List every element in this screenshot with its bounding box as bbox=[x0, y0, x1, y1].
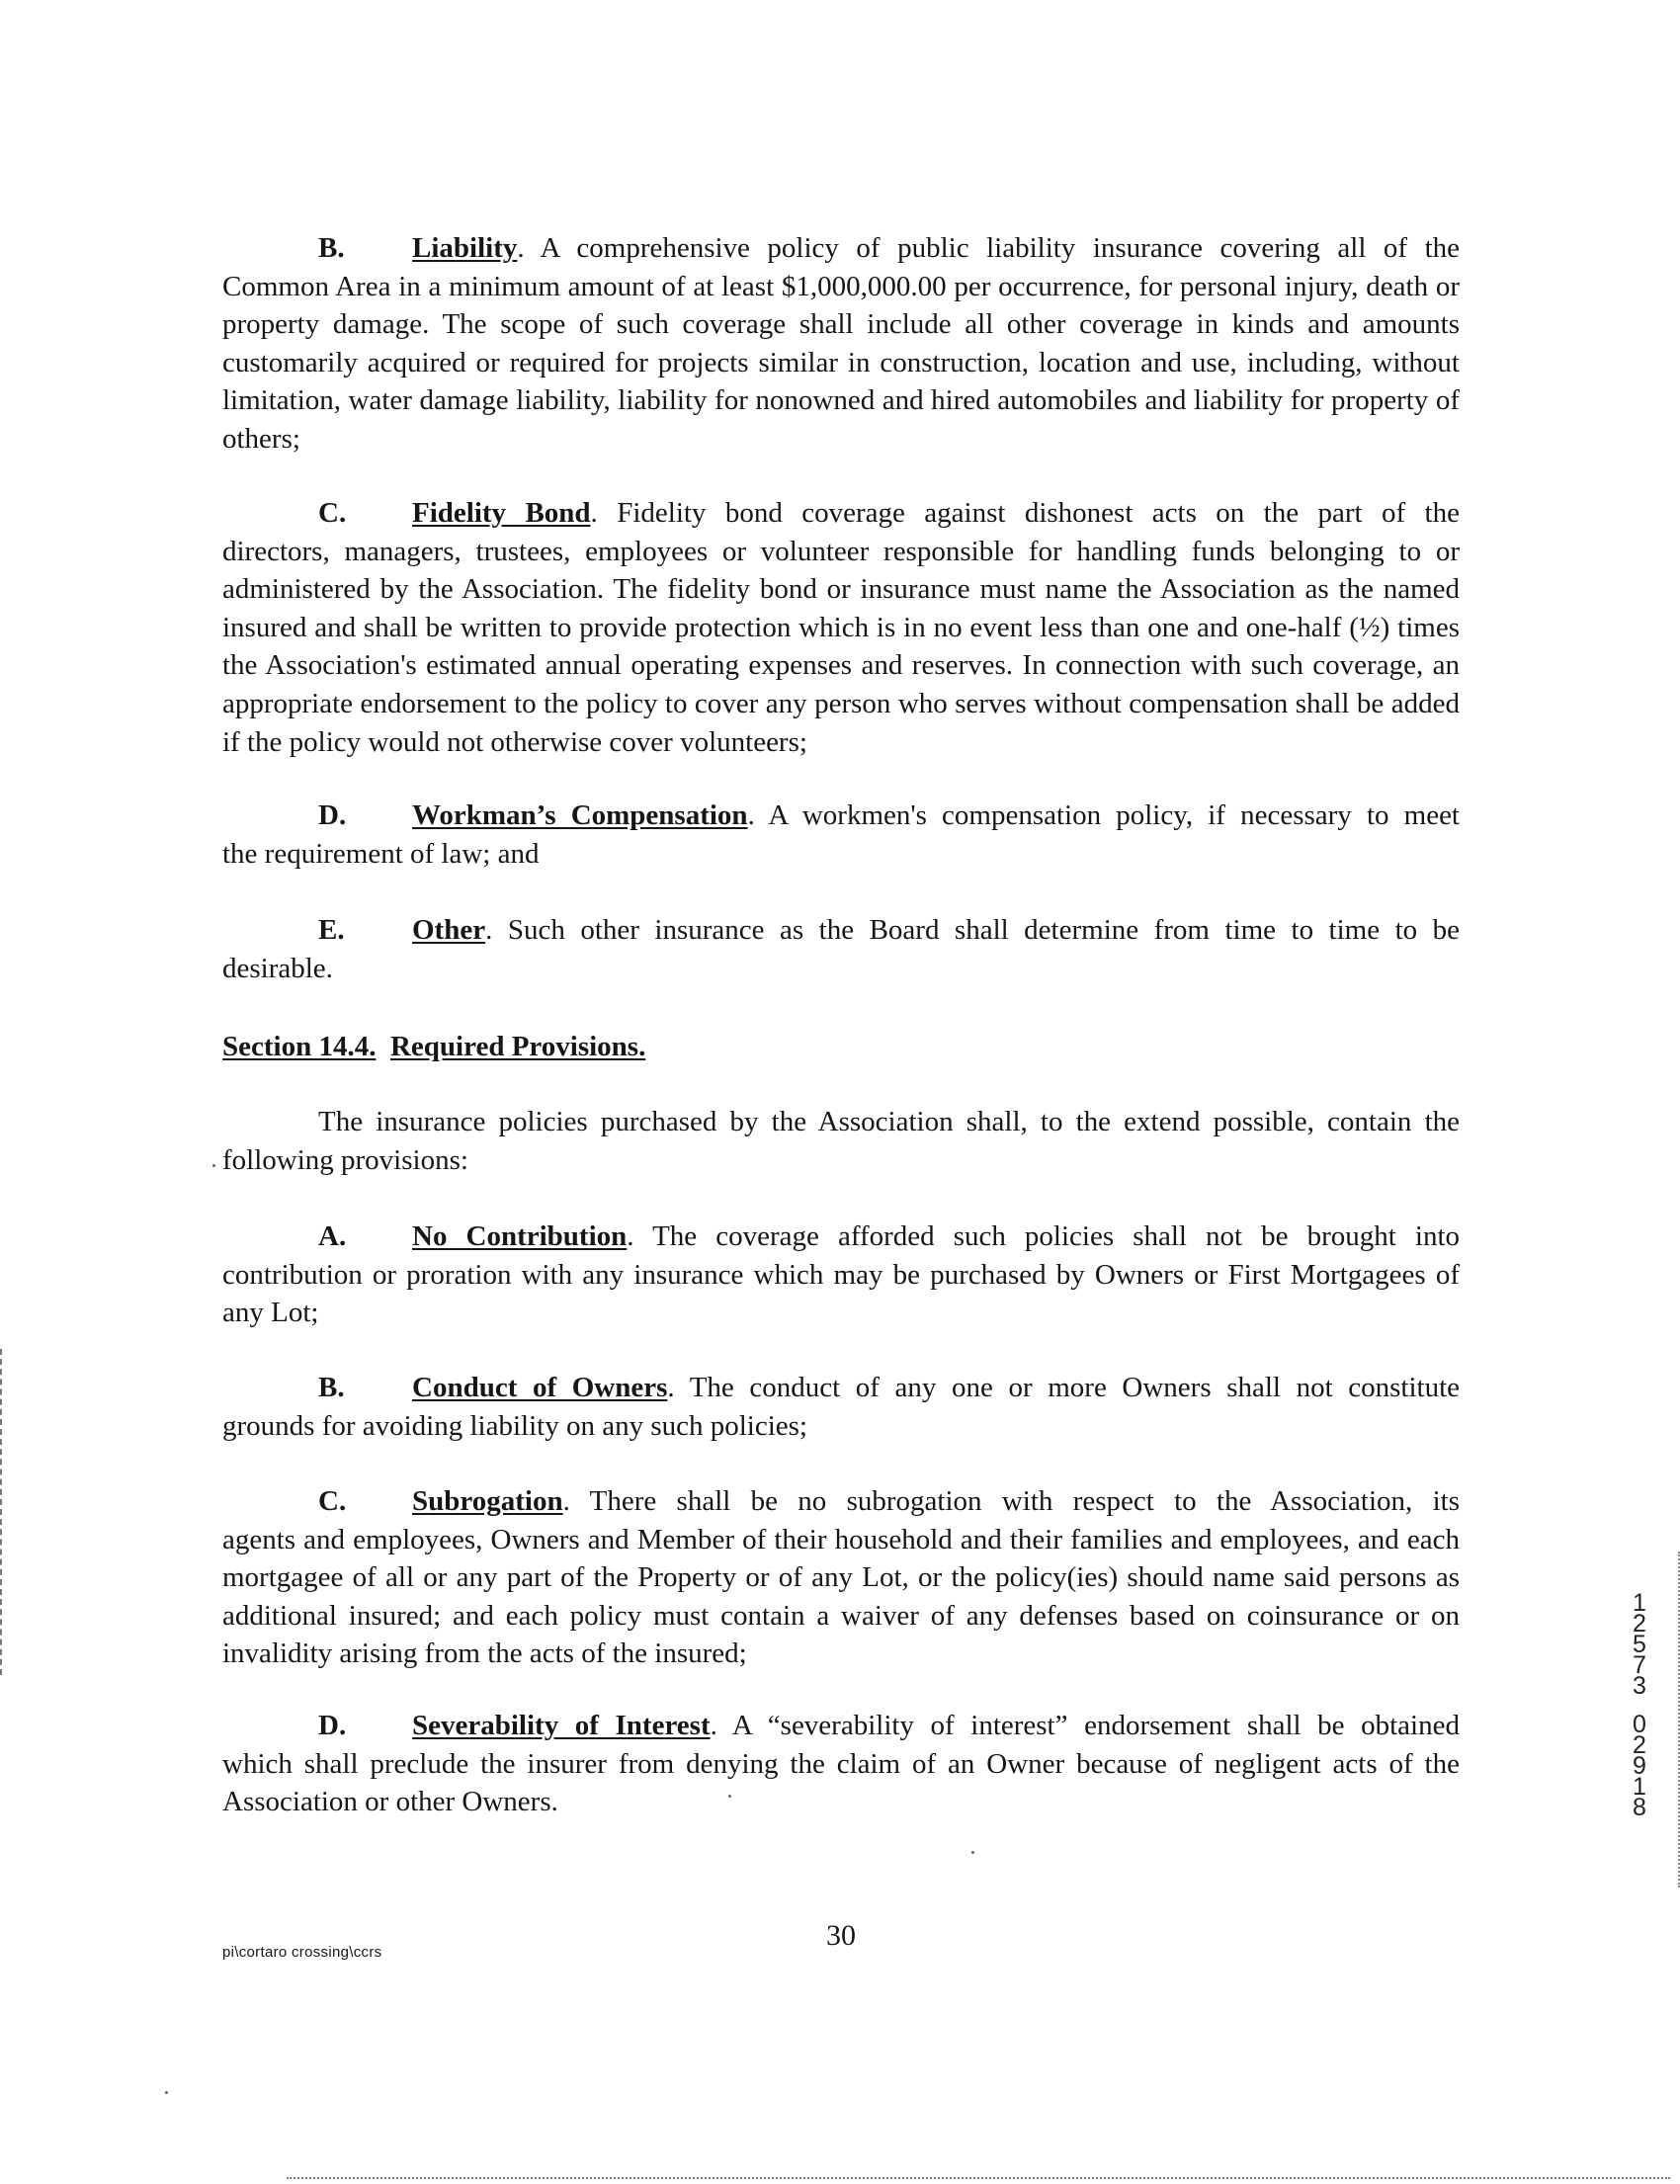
stamp-digit: 9 bbox=[1633, 1752, 1646, 1780]
stamp-digit: 1 bbox=[1633, 1773, 1646, 1801]
item-letter: B. bbox=[318, 1372, 345, 1403]
first-line-text: Fidelity bond coverage against dishonest acts on the part of the bbox=[617, 497, 1460, 529]
stamp-digit: 0 bbox=[1633, 1711, 1646, 1738]
scan-bottom-artifact bbox=[287, 2177, 1670, 2179]
item-heading: Workman’s Compensation bbox=[412, 799, 748, 831]
paragraph-body: directors, managers, trustees, employees or volunteer responsible for handling funds belonging to or administered by the Association. The fidelity bond or insurance must name the Association as the named insured and shall be written to provide protection which is in no event less than one and one-half (½) times the Association's estimated annual operating expenses and reserves. In connection with such coverage, an appropriate endorsement to the policy to cover any person who serves without compensation shall be added if the policy would not otherwise cover volunteers; bbox=[222, 535, 1460, 758]
section-title: Required Provisions. bbox=[389, 1031, 646, 1062]
first-line-text: There shall be no subrogation with respect to the Association, its bbox=[589, 1485, 1461, 1517]
first-line-text: A comprehensive policy of public liability insurance covering all of the bbox=[540, 232, 1461, 264]
first-line: A. No Contribution. The coverage afforded such policies shall not be brought into bbox=[222, 1218, 1460, 1256]
paragraph-c-fidelity-bond bbox=[222, 494, 1460, 761]
first-line-text: Such other insurance as the Board shall determine from time to time to be bbox=[507, 914, 1461, 946]
paragraph-d-workmans-compensation bbox=[222, 797, 1460, 873]
stamp-digit: 8 bbox=[1633, 1794, 1646, 1821]
item-heading: No Contribution bbox=[412, 1220, 628, 1252]
first-line: B. Conduct of Owners. The conduct of any one or more Owners shall not constitute bbox=[222, 1369, 1460, 1407]
provision-c-subrogation bbox=[222, 1482, 1460, 1673]
paragraph-body: contribution or proration with any insurance which may be purchased by Owners or First Mortgagees of any Lot; bbox=[222, 1258, 1460, 1329]
item-letter: D. bbox=[318, 1710, 347, 1741]
provision-a-no-contribution bbox=[222, 1218, 1460, 1332]
paragraph-body: desirable. bbox=[222, 952, 333, 984]
stamp-digit: 5 bbox=[1633, 1631, 1646, 1658]
item-heading: Liability bbox=[412, 232, 518, 264]
paragraph-body: grounds for avoiding liability on any such policies; bbox=[222, 1409, 807, 1442]
scan-speck bbox=[165, 2091, 168, 2094]
paragraph-body: the requirement of law; and bbox=[222, 837, 540, 870]
paragraph-e-other bbox=[222, 911, 1460, 987]
first-line-text: The coverage afforded such policies shall not be brought into bbox=[652, 1220, 1460, 1252]
stamp-digit: 2 bbox=[1633, 1731, 1646, 1759]
scan-edge-artifact bbox=[1676, 1552, 1680, 1888]
item-letter: E. bbox=[318, 914, 345, 946]
first-line: D. Workman’s Compensation. A workmen's compensation policy, if necessary to meet bbox=[222, 797, 1460, 835]
item-heading: Other bbox=[412, 914, 486, 946]
first-line-text: The conduct of any one or more Owners shall not constitute bbox=[689, 1372, 1460, 1403]
footer-file-path: pi\cortaro crossing\ccrs bbox=[222, 1944, 382, 1961]
item-letter: A. bbox=[318, 1220, 347, 1252]
stamp-digit: 1 bbox=[1633, 1589, 1646, 1617]
item-heading: Conduct of Owners bbox=[412, 1372, 668, 1403]
provision-b-conduct-of-owners bbox=[222, 1369, 1460, 1445]
scan-speck bbox=[971, 1851, 974, 1854]
first-line: B. Liability. A comprehensive policy of public liability insurance covering all of the bbox=[222, 229, 1460, 268]
paragraph-body: which shall preclude the insurer from denying the claim of an Owner because of negligent acts of the Association or other Owners. bbox=[222, 1747, 1460, 1818]
recording-stamp-number bbox=[1625, 1589, 1654, 1821]
paragraph-body: agents and employees, Owners and Member of their household and their families and employees, and each mortgagee of all or any part of the Property or of any Lot, or the policy(ies) should name said persons as additional insured; and each policy must contain a waiver of any defenses based on coinsurance or on invalidity arising from the acts of the insured; bbox=[222, 1523, 1460, 1670]
item-letter: D. bbox=[318, 799, 347, 831]
stamp-digit: 3 bbox=[1633, 1672, 1646, 1700]
item-heading: Fidelity Bond bbox=[412, 497, 591, 529]
first-line: E. Other. Such other insurance as the Board shall determine from time to time to be bbox=[222, 911, 1460, 950]
item-letter: C. bbox=[318, 497, 347, 529]
page-number: 30 bbox=[826, 1919, 856, 1952]
first-line-text: A “severability of interest” endorsement shall be obtained bbox=[731, 1710, 1460, 1741]
paragraph-body: Common Area in a minimum amount of at least $1,000,000.00 per occurrence, for personal injury, death or property damage. The scope of such coverage shall include all other coverage in kinds and amounts customarily acquired or required for projects similar in construction, location and use, including, without limitation, water damage liability, liability for nonowned and hired automobiles and liability for property of others; bbox=[222, 270, 1460, 455]
item-letter: C. bbox=[318, 1485, 347, 1517]
provision-d-severability bbox=[222, 1707, 1460, 1821]
item-heading: Severability of Interest bbox=[412, 1710, 711, 1741]
stamp-digit: 7 bbox=[1633, 1651, 1646, 1679]
paragraph-b-liability bbox=[222, 229, 1460, 459]
section-heading bbox=[222, 1028, 1460, 1066]
scan-speck bbox=[212, 1164, 215, 1167]
first-line: C. Fidelity Bond. Fidelity bond coverage against dishonest acts on the part of the bbox=[222, 494, 1460, 533]
scan-speck bbox=[728, 1795, 731, 1798]
item-letter: B. bbox=[318, 232, 345, 264]
first-line-text: A workmen's compensation policy, if necessary to meet bbox=[768, 799, 1460, 831]
stamp-digit: 2 bbox=[1633, 1610, 1646, 1638]
item-heading: Subrogation bbox=[412, 1485, 563, 1517]
first-line: D. Severability of Interest. A “severability of interest” endorsement shall be obtained bbox=[222, 1707, 1460, 1745]
section-number: Section 14.4. bbox=[222, 1031, 377, 1062]
section-intro: The insurance policies purchased by the Association shall, to the extend possible, contain the following provisions: bbox=[222, 1106, 1460, 1176]
scan-edge-artifact bbox=[0, 1349, 4, 1675]
first-line: C. Subrogation. There shall be no subrogation with respect to the Association, its bbox=[222, 1482, 1460, 1521]
